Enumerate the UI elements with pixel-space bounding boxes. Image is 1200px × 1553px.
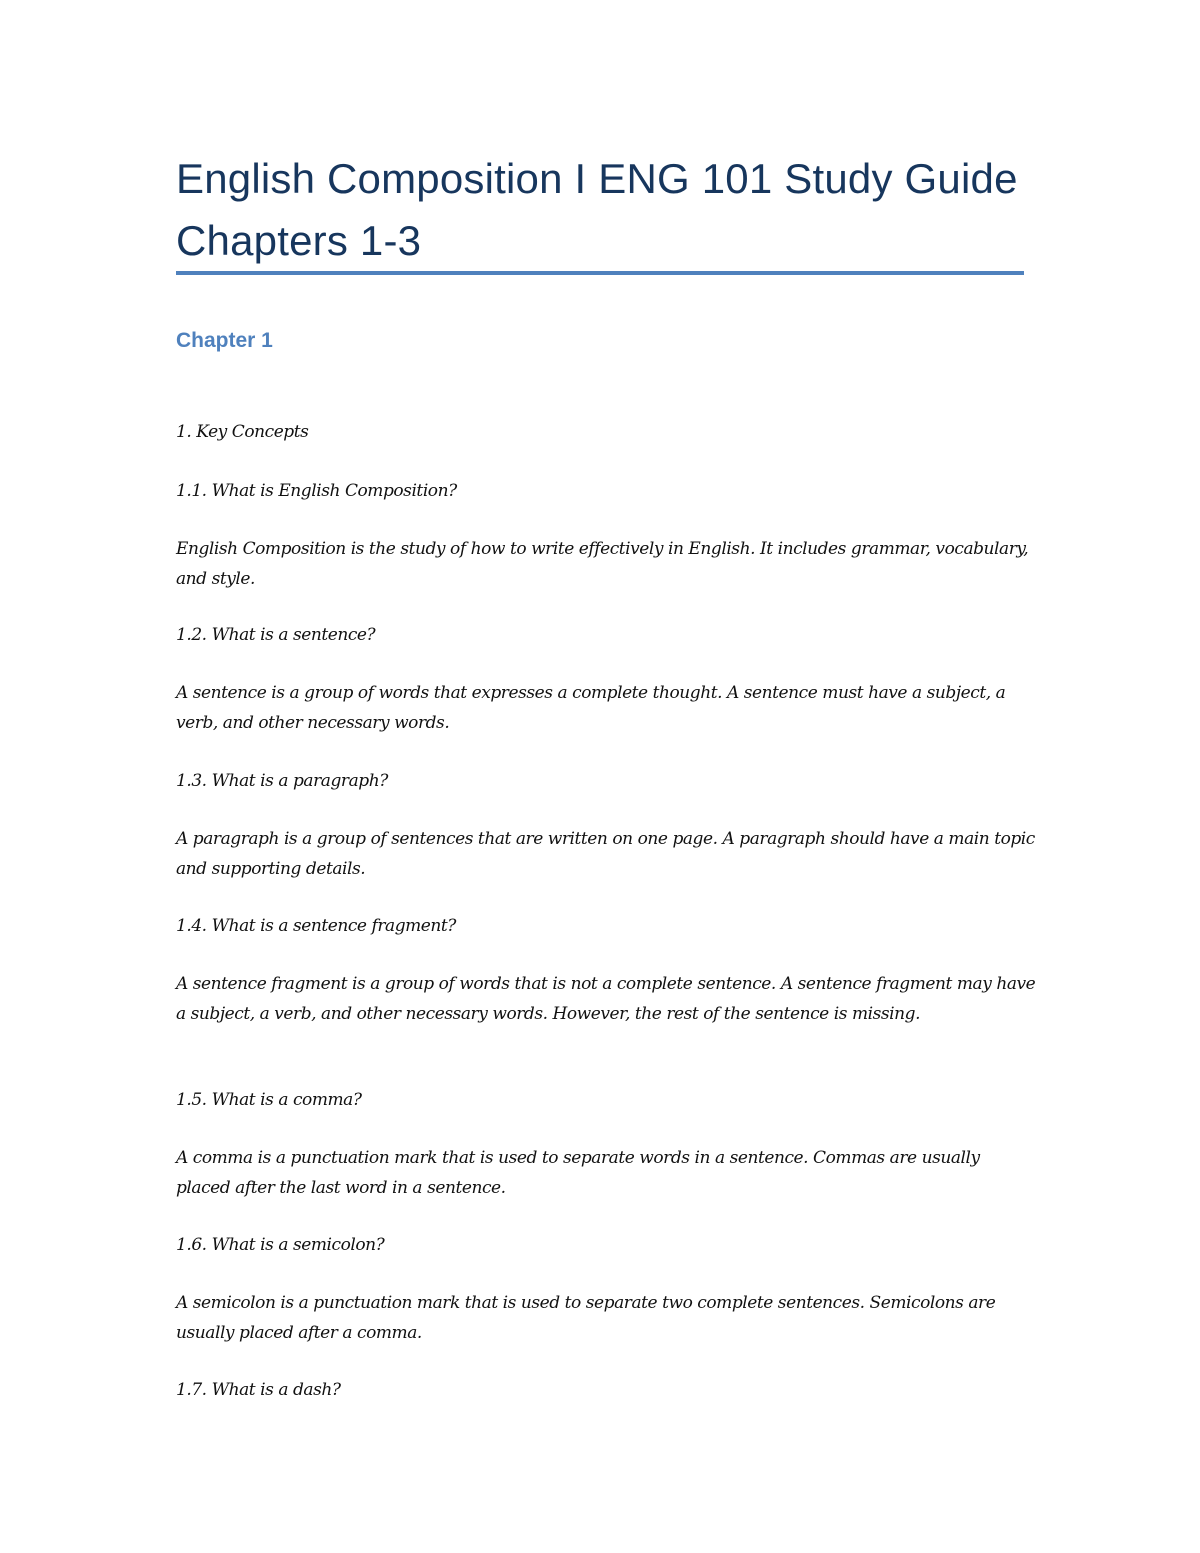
answer-paragraph: A comma is a punctuation mark that is used to separate words in a sentence. Commas are usually placed after the last word in a sentence.	[176, 1148, 980, 1198]
question-heading: 1.3. What is a paragraph?	[176, 771, 388, 791]
question-heading: 1.2. What is a sentence?	[176, 625, 376, 645]
title-underline	[176, 271, 1024, 275]
question-heading: 1.5. What is a comma?	[176, 1090, 362, 1110]
section-heading: 1. Key Concepts	[176, 422, 309, 442]
question-heading: 1.6. What is a semicolon?	[176, 1235, 385, 1255]
answer-paragraph: A semicolon is a punctuation mark that is used to separate two complete sentences. Semicolons are usually placed after a comma.	[176, 1293, 996, 1343]
answer-paragraph: A sentence is a group of words that expresses a complete thought. A sentence must have a subject, a verb, and other necessary words.	[176, 683, 1006, 733]
document-title: English Composition I ENG 101 Study Guide Chapters 1-3	[176, 155, 1018, 264]
answer-paragraph: English Composition is the study of how to write effectively in English. It includes grammar, vocabulary, and style.	[176, 539, 1029, 589]
question-heading: 1.1. What is English Composition?	[176, 481, 457, 501]
answer-paragraph: A sentence fragment is a group of words that is not a complete sentence. A sentence fragment may have a subject, a verb, and other necessary words. However, the rest of the sentence is missing.	[176, 974, 1036, 1024]
chapter-heading: Chapter 1	[176, 329, 273, 352]
answer-paragraph: A paragraph is a group of sentences that are written on one page. A paragraph should have a main topic and supporting details.	[176, 829, 1035, 879]
question-heading: 1.7. What is a dash?	[176, 1380, 341, 1400]
question-heading: 1.4. What is a sentence fragment?	[176, 916, 456, 936]
